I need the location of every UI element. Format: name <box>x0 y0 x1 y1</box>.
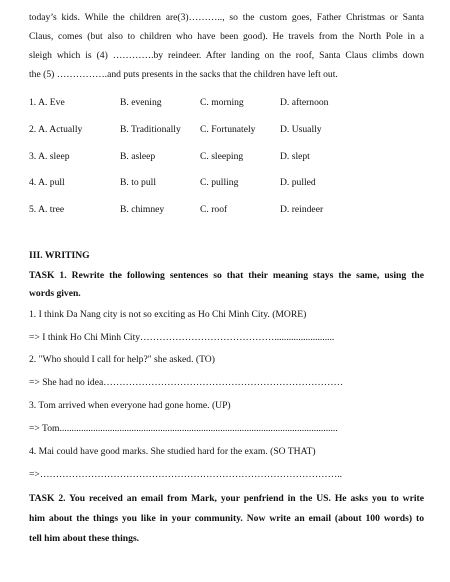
option-b: B. chimney <box>120 204 165 215</box>
writing-item: 1. I think Da Nang city is not so exciting as Ho Chi Minh City. (MORE) <box>29 309 307 320</box>
task2-line-3: tell him about these things. <box>29 533 140 544</box>
option-d: D. reindeer <box>280 204 324 215</box>
section-heading: III. WRITING <box>29 250 90 261</box>
task1-title-cont: words given. <box>29 288 81 299</box>
writing-item: 4. Mai could have good marks. She studied hard for the exam. (SO THAT) <box>29 446 316 457</box>
passage-line-4: the (5) …………….and puts presents in the sacks that the children have left out. <box>29 69 338 80</box>
task1-title: TASK 1. Rewrite the following sentences so that their meaning stays the same, using the <box>29 270 424 281</box>
option-c: C. pulling <box>200 177 239 188</box>
answer-line: =>………………………………………………………………………………….. <box>29 469 343 480</box>
answer-line: => Tom.................................................................................................................... <box>29 423 338 434</box>
option-b: B. Traditionally <box>120 124 181 135</box>
option-a: 3. A. sleep <box>29 151 70 162</box>
option-a: 4. A. pull <box>29 177 65 188</box>
writing-item: 2. "Who should I call for help?" she asked. (TO) <box>29 354 215 365</box>
option-d: D. pulled <box>280 177 316 188</box>
option-d: D. afternoon <box>280 97 329 108</box>
option-a: 1. A. Eve <box>29 97 65 108</box>
answer-line: => I think Ho Chi Minh City……………………………………......................... <box>29 332 335 343</box>
task2-line-1: TASK 2. You received an email from Mark, your penfriend in the US. He asks you to write <box>29 493 424 504</box>
passage-line-2: Claus, comes (but also to children who have been good). He travels from the North Pole in a <box>29 31 424 42</box>
option-c: C. Fortunately <box>200 124 256 135</box>
writing-item: 3. Tom arrived when everyone had gone home. (UP) <box>29 400 231 411</box>
option-a: 2. A. Actually <box>29 124 83 135</box>
option-b: B. asleep <box>120 151 156 162</box>
option-c: C. sleeping <box>200 151 244 162</box>
passage-line-1: today’s kids. While the children are(3)……….., so the custom goes, Father Christmas or Santa <box>29 12 424 23</box>
option-b: B. evening <box>120 97 162 108</box>
answer-line: => She had no idea………………………………………………………………… <box>29 377 344 388</box>
option-d: D. Usually <box>280 124 322 135</box>
option-a: 5. A. tree <box>29 204 65 215</box>
option-b: B. to pull <box>120 177 156 188</box>
option-c: C. roof <box>200 204 228 215</box>
task2-line-2: him about the things you like in your community. Now write an email (about 100 words) to <box>29 513 424 524</box>
option-c: C. morning <box>200 97 244 108</box>
option-d: D. slept <box>280 151 310 162</box>
passage-line-3: sleigh which is (4) ………….by reindeer. After landing on the roof, Santa Claus climbs down <box>29 50 424 61</box>
